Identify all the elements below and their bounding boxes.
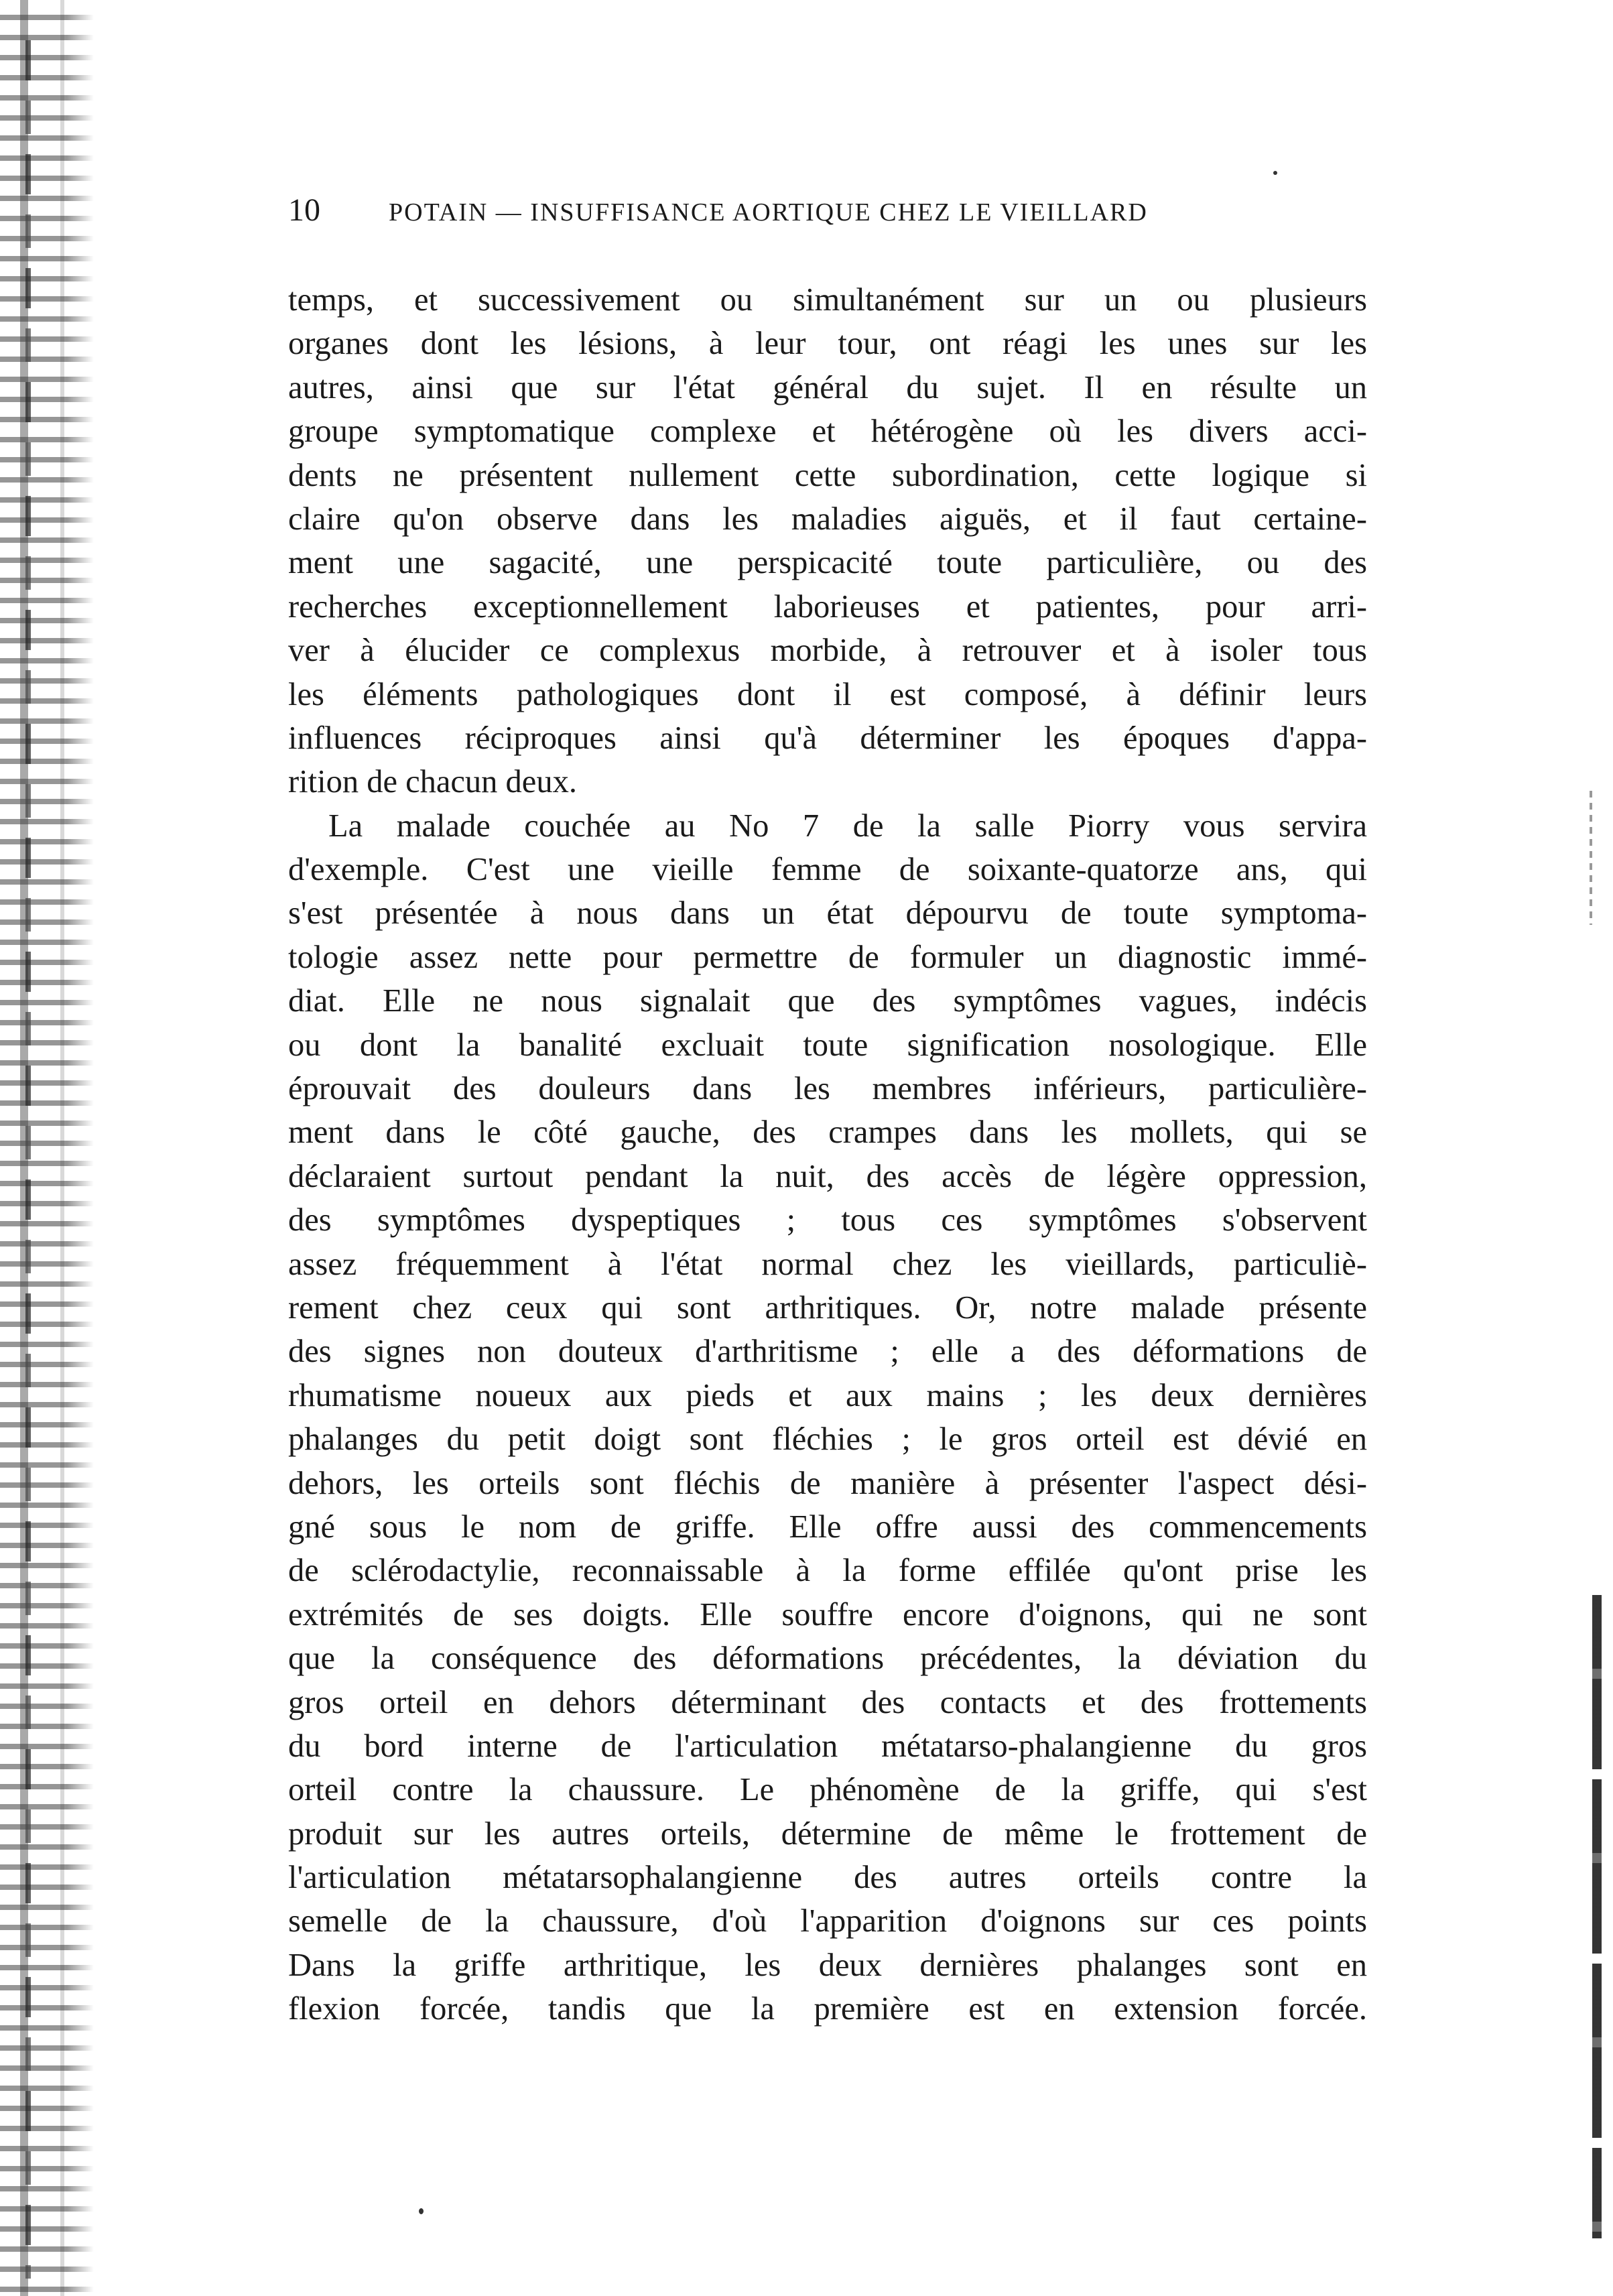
text-line: les éléments pathologiques dont il est composé, à définir leurs xyxy=(288,676,1367,712)
text-line: produit sur les autres orteils, détermine de même le frottement de xyxy=(288,1815,1367,1852)
text-line: dents ne présentent nullement cette subordination, cette logique si xyxy=(288,457,1367,493)
text-line: temps, et successivement ou simultanément sur un ou plusieurs xyxy=(288,282,1367,318)
text-line: de sclérodactylie, reconnaissable à la forme effilée qu'ont prise les xyxy=(288,1553,1367,1589)
text-line: du bord interne de l'articulation métatarso-phalangienne du gros xyxy=(288,1728,1367,1764)
scan-speck xyxy=(1273,171,1277,175)
text-line: extrémités de ses doigts. Elle souffre encore d'oignons, qui ne sont xyxy=(288,1596,1367,1633)
text-line: ver à élucider ce complexus morbide, à retrouver et à isoler tous xyxy=(288,633,1367,669)
text-line: autres, ainsi que sur l'état général du sujet. Il en résulte un xyxy=(288,369,1367,405)
text-line: assez fréquemment à l'état normal chez les vieillards, particuliè- xyxy=(288,1246,1367,1282)
text-line: diat. Elle ne nous signalait que des symptômes vagues, indécis xyxy=(288,983,1367,1019)
text-line: ment dans le côté gauche, des crampes dans les mollets, qui se xyxy=(288,1114,1367,1151)
scan-speck xyxy=(419,2208,424,2214)
running-title: POTAIN — INSUFFISANCE AORTIQUE CHEZ LE VIEILLARD xyxy=(389,198,1148,227)
text-line: recherches exceptionnellement laborieuses et patientes, pour arri- xyxy=(288,588,1367,625)
paragraph-end-line: rition de chacun deux. xyxy=(288,764,577,800)
text-line: déclaraient surtout pendant la nuit, des accès de légère oppression, xyxy=(288,1158,1367,1194)
text-line: dehors, les orteils sont fléchis de manière à présenter l'aspect dési- xyxy=(288,1465,1367,1501)
text-line: groupe symptomatique complexe et hétérogène où les divers acci- xyxy=(288,413,1367,450)
text-line: influences réciproques ainsi qu'à déterminer les époques d'appa- xyxy=(288,720,1367,756)
scan-edge-right-artifact-top xyxy=(1590,791,1592,925)
text-line: que la conséquence des déformations précédentes, la déviation du xyxy=(288,1641,1367,1677)
running-header xyxy=(288,192,1367,232)
text-line: organes dont les lésions, à leur tour, ont réagi les unes sur les xyxy=(288,326,1367,362)
text-line: rement chez ceux qui sont arthritiques. Or, notre malade présente xyxy=(288,1289,1367,1326)
text-line: gros orteil en dehors déterminant des contacts et des frottements xyxy=(288,1684,1367,1720)
text-line: s'est présentée à nous dans un état dépourvu de toute symptoma- xyxy=(288,895,1367,932)
text-line: tologie assez nette pour permettre de formuler un diagnostic immé- xyxy=(288,939,1367,975)
text-line: des signes non douteux d'arthritisme ; elle a des déformations de xyxy=(288,1334,1367,1370)
text-line: ment une sagacité, une perspicacité toute particulière, ou des xyxy=(288,545,1367,581)
text-line: Dans la griffe arthritique, les deux dernières phalanges sont en xyxy=(288,1947,1367,1983)
text-line: orteil contre la chaussure. Le phénomène de la griffe, qui s'est xyxy=(288,1772,1367,1808)
scan-binding-shadow xyxy=(25,40,31,2279)
text-line: claire qu'on observe dans les maladies aiguës, et il faut certaine- xyxy=(288,501,1367,537)
text-line: flexion forcée, tandis que la première est en extension forcée. xyxy=(288,1991,1367,2027)
text-line: rhumatisme noueux aux pieds et aux mains ; les deux dernières xyxy=(288,1377,1367,1413)
scan-edge-left-artifact xyxy=(0,0,94,2296)
scan-edge-right-artifact xyxy=(1592,1595,1602,2238)
paragraph-start-line: La malade couchée au No 7 de la salle Piorry vous servira xyxy=(328,808,1367,844)
text-line: gné sous le nom de griffe. Elle offre aussi des commencements xyxy=(288,1509,1367,1545)
text-line: d'exemple. C'est une vieille femme de soixante-quatorze ans, qui xyxy=(288,852,1367,888)
body-text xyxy=(288,278,1367,2031)
text-line: semelle de la chaussure, d'où l'apparition d'oignons sur ces points xyxy=(288,1903,1367,1939)
page-number: 10 xyxy=(288,192,320,228)
text-line: ou dont la banalité excluait toute signification nosologique. Elle xyxy=(288,1027,1367,1063)
text-line: éprouvait des douleurs dans les membres inférieurs, particulière- xyxy=(288,1071,1367,1107)
text-line: l'articulation métatarsophalangienne des autres orteils contre la xyxy=(288,1860,1367,1896)
text-line: phalanges du petit doigt sont fléchies ; le gros orteil est dévié en xyxy=(288,1421,1367,1458)
text-line: des symptômes dyspeptiques ; tous ces symptômes s'observent xyxy=(288,1202,1367,1238)
